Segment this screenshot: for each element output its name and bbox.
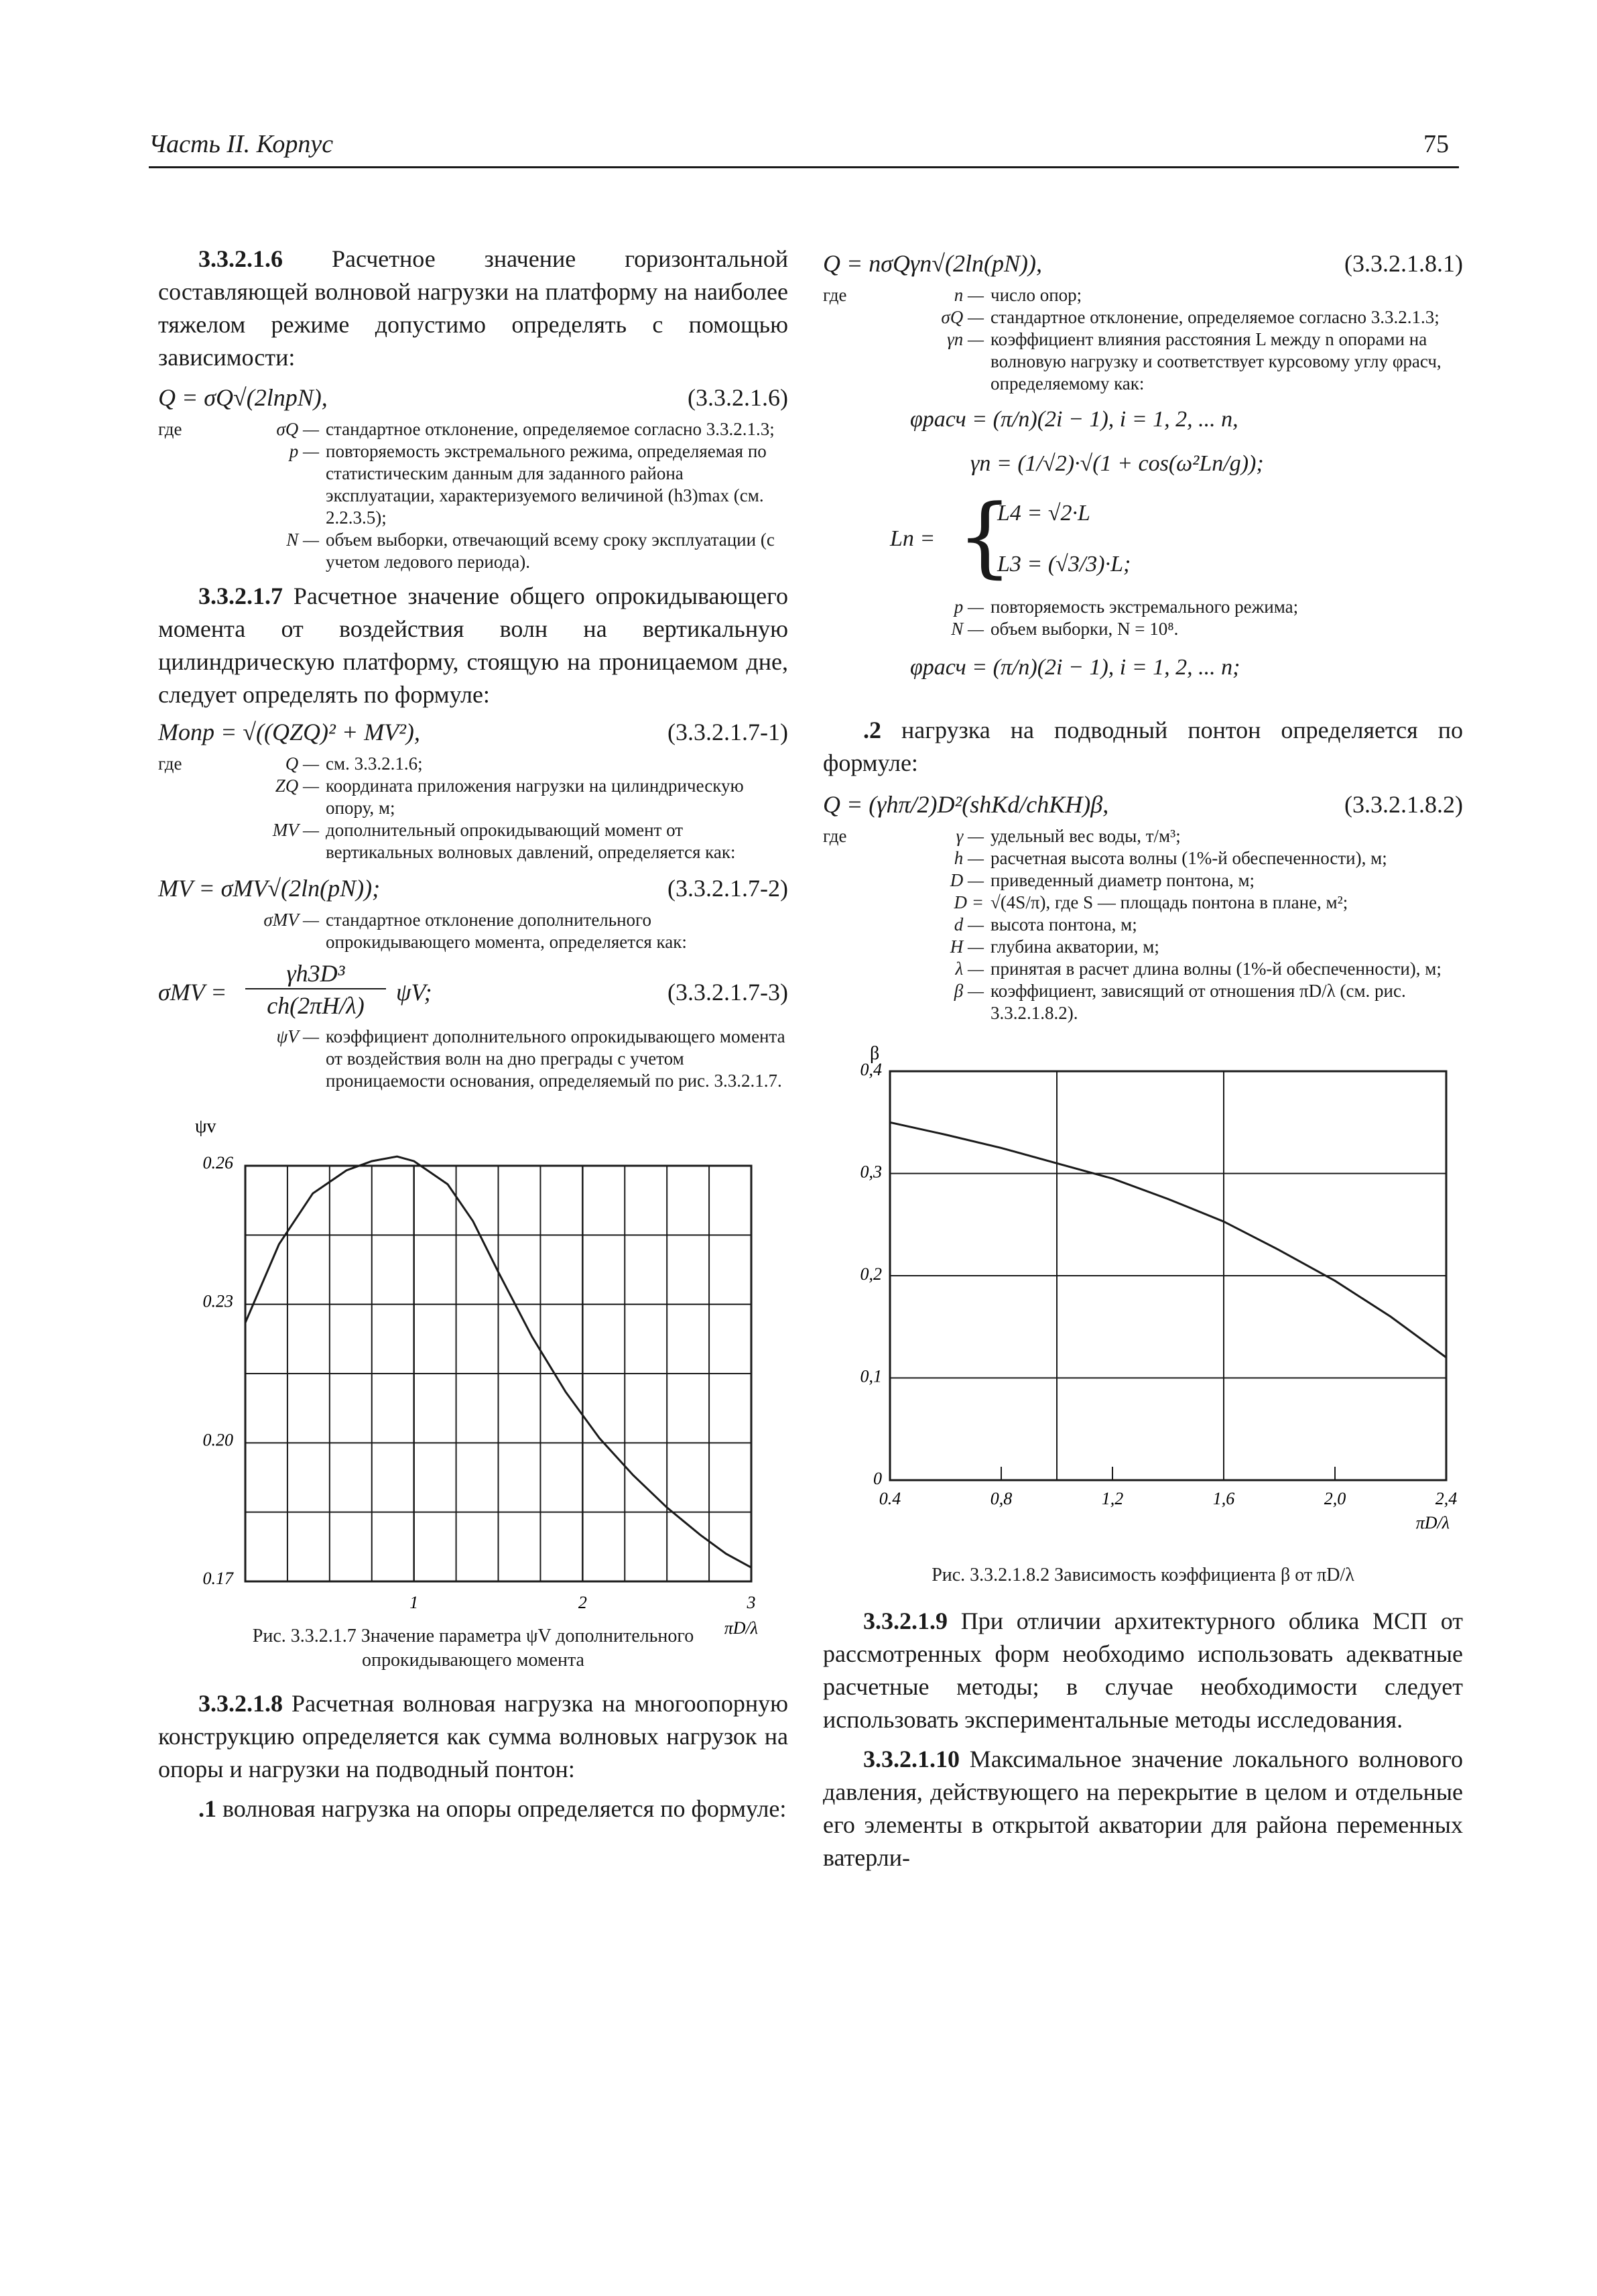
definition-symbol: σMV —	[263, 910, 319, 930]
equation-L4: L4 = √2·L	[997, 501, 1090, 526]
paragraph-text: При отличии архитектурного облика МСП от рассмотренных форм необходимо использовать адекватные расчетные методы; в случае необходимости следует использовать экспериментальные методы исследования.	[823, 1608, 1463, 1733]
y-axis-label: ψv	[195, 1116, 216, 1137]
definition-row	[823, 825, 1463, 847]
figure-beta-chart	[823, 1038, 1463, 1561]
definition-symbol: λ —	[955, 959, 984, 979]
definition-row	[158, 753, 788, 775]
clause-number: 3.3.2.1.6	[198, 245, 283, 272]
definition-symbol: ψV —	[276, 1026, 319, 1046]
definition-where	[823, 618, 883, 640]
definitions-6	[823, 596, 1463, 640]
equation-gamma-n: γn = (1/√2)·√(1 + cos(ω²Ln/g));	[970, 451, 1264, 476]
definition-row	[823, 892, 1463, 914]
definition-text: коэффициент дополнительного опрокидывающего момента от воздействия волн на дно преграды с учетом проницаемости основания, определяемый по рис. 3.3.2.1.7.	[326, 1026, 785, 1091]
definition-symbol: σQ —	[276, 419, 319, 439]
definition-text: коэффициент, зависящий от отношения πD/λ (см. рис. 3.3.2.1.8.2).	[991, 981, 1406, 1023]
clause-number: 3.3.2.1.10	[863, 1746, 960, 1772]
definition-symbol: ZQ —	[275, 776, 319, 796]
x-tick-label: 1	[409, 1593, 419, 1612]
definition-where	[158, 909, 218, 953]
paragraph-8-2	[823, 714, 1463, 780]
definition-where	[158, 819, 218, 863]
x-tick-label: 0,8	[990, 1489, 1013, 1508]
definition-text: координата приложения нагрузки на цилиндрическую опору, м;	[326, 776, 744, 818]
paragraph-text: волновая нагрузка на опоры определяется по формуле:	[216, 1795, 787, 1822]
definition-where	[823, 328, 883, 395]
figure-caption-3-3-2-1-8-2: Рис. 3.3.2.1.8.2 Зависимость коэффициента β от πD/λ	[932, 1565, 1354, 1585]
definition-row	[823, 328, 1463, 395]
definition-row	[158, 440, 788, 529]
formula-3-3-2-1-7-3	[158, 959, 788, 1026]
definition-row	[823, 980, 1463, 1024]
definition-text: число опор;	[991, 285, 1082, 305]
header-rule	[149, 166, 1459, 168]
paragraph-3-3-2-1-10	[823, 1743, 1463, 1874]
paragraph-text: Расчетное значение горизонтальной составляющей волновой нагрузки на платформу на наиболее тяжелом режиме допустимо определять с помощью зависимости:	[158, 245, 788, 371]
formula-number: (3.3.2.1.7-3)	[667, 979, 788, 1006]
definition-symbol: p —	[289, 441, 319, 461]
definition-where	[823, 869, 883, 892]
formula-3-3-2-1-6	[158, 377, 788, 418]
definition-row	[823, 914, 1463, 936]
definitions-2	[158, 753, 788, 863]
definition-where	[823, 306, 883, 328]
definition-row	[823, 284, 1463, 306]
definition-symbol: p —	[954, 597, 984, 617]
y-tick-label: 0.23	[202, 1291, 233, 1311]
definition-where	[158, 529, 218, 573]
paragraph-8-1	[158, 1793, 788, 1825]
y-axis-label: β	[870, 1043, 880, 1064]
definition-row	[823, 847, 1463, 869]
definition-where: где	[823, 285, 847, 305]
definition-row	[823, 596, 1463, 618]
definitions-4	[158, 1026, 788, 1092]
definition-text: дополнительный опрокидывающий момент от вертикальных волновых давлений, определяется как:	[326, 820, 736, 862]
formula-expression: Q = σQ√(2lnpN),	[158, 384, 328, 411]
definition-symbol: h —	[954, 848, 984, 868]
definition-text: стандартное отклонение дополнительного опрокидывающего момента, определяется как:	[326, 910, 687, 952]
definition-text: коэффициент влияния расстояния L между n опорами на волновую нагрузку и соответствует курсовому углу φрасч, определяемому как:	[991, 329, 1442, 394]
definition-symbol: γn —	[947, 329, 984, 349]
definition-text: приведенный диаметр понтона, м;	[991, 870, 1255, 890]
definitions-3	[158, 909, 788, 953]
formula-3-3-2-1-7-2	[158, 867, 788, 909]
paragraph-3-3-2-1-8	[158, 1687, 788, 1786]
definition-where	[823, 914, 883, 936]
definitions-5	[823, 284, 1463, 395]
y-tick-label: 0	[873, 1469, 882, 1488]
definition-symbol: D —	[950, 870, 984, 890]
paragraph-text: нагрузка на подводный понтон определяется по формуле:	[823, 717, 1463, 776]
formula-expression: MV = σMV√(2ln(pN));	[158, 875, 381, 902]
definition-symbol: N —	[286, 530, 319, 550]
paragraph-text: Расчетная волновая нагрузка на многоопорную конструкцию определяется как сумма волновых нагрузок на опоры и нагрузки на подводный понтон:	[158, 1690, 788, 1783]
definition-text: удельный вес воды, т/м³;	[991, 826, 1181, 846]
definition-row	[158, 819, 788, 863]
x-tick-label: 2,4	[1435, 1489, 1458, 1508]
formula-number: (3.3.2.1.8.2)	[1344, 791, 1463, 818]
definition-symbol: n —	[954, 285, 984, 305]
y-tick-label: 0,1	[860, 1366, 882, 1386]
equation-Ln-label: Ln =	[890, 526, 936, 551]
definition-text: высота понтона, м;	[991, 914, 1137, 934]
definition-text: стандартное отклонение, определяемое согласно 3.3.2.1.3;	[326, 419, 775, 439]
formula-lhs: σMV =	[158, 979, 227, 1006]
equation-L3: L3 = (√3/3)·L;	[997, 552, 1131, 577]
clause-number: 3.3.2.1.7	[198, 583, 283, 609]
brace-glyph: {	[957, 485, 1013, 587]
equation-phi-calc: φрасч = (π/n)(2i − 1), i = 1, 2, ... n,	[910, 407, 1238, 432]
definition-where	[823, 892, 883, 914]
definition-text: см. 3.3.2.1.6;	[326, 753, 423, 774]
formula-expression: Q = (γhπ/2)D²(shKd/chKH)β,	[823, 791, 1109, 818]
x-tick-label: 2,0	[1324, 1489, 1346, 1508]
definition-row	[823, 306, 1463, 328]
definition-where	[823, 980, 883, 1024]
x-tick-label: 3	[747, 1593, 756, 1612]
definition-text: √(4S/π), где S — площадь понтона в плане, м²;	[991, 892, 1348, 912]
y-tick-label: 0.26	[202, 1153, 233, 1172]
clause-number: .2	[863, 717, 881, 743]
x-tick-label: 2	[578, 1593, 587, 1612]
formula-tail: ψV;	[396, 979, 432, 1006]
page-number: 75	[1423, 130, 1449, 158]
paragraph-3-3-2-1-6	[158, 243, 788, 374]
definition-symbol: Q —	[285, 753, 319, 774]
formula-3-3-2-1-7-1	[158, 711, 788, 753]
definition-symbol: β —	[954, 981, 984, 1001]
y-tick-label: 0.17	[202, 1569, 233, 1588]
y-tick-label: 0.20	[202, 1430, 233, 1450]
definition-row	[823, 618, 1463, 640]
paragraph-text: Максимальное значение локального волнового давления, действующего на перекрытие в целом и отдельные его элементы в открытой акватории для района переменных ватерли-	[823, 1746, 1463, 1871]
running-header-section: Часть II. Корпус	[149, 130, 334, 158]
definition-row	[158, 1026, 788, 1092]
figure-caption-3-3-2-1-7: Рис. 3.3.2.1.7 Значение параметра ψV дополнительного опрокидывающего момента	[252, 1626, 694, 1671]
definition-row	[158, 418, 788, 440]
formula-expression: Q = nσQγn√(2ln(pN)),	[823, 250, 1042, 277]
definition-row	[158, 909, 788, 953]
definition-symbol: σQ —	[941, 307, 984, 327]
formula-3-3-2-1-8-1	[823, 243, 1463, 284]
y-tick-label: 0,2	[860, 1264, 882, 1284]
definition-where	[823, 958, 883, 980]
right-column	[823, 243, 1463, 1874]
definition-text: принятая в расчет длина волны (1%-й обеспеченности), м;	[991, 959, 1442, 979]
definition-where	[823, 936, 883, 958]
definition-row	[158, 775, 788, 819]
formula-denominator: ch(2πH/λ)	[267, 992, 365, 1019]
formula-number: (3.3.2.1.7-2)	[667, 875, 788, 902]
definition-text: повторяемость экстремального режима;	[991, 597, 1299, 617]
series-line	[890, 1122, 1446, 1357]
definition-row	[823, 869, 1463, 892]
definition-text: объем выборки, N = 10⁸.	[991, 619, 1179, 639]
paragraph-3-3-2-1-9	[823, 1605, 1463, 1736]
definition-symbol: N —	[951, 619, 984, 639]
definition-where	[823, 847, 883, 869]
definition-where: где	[158, 753, 182, 774]
definition-text: объем выборки, отвечающий всему сроку эксплуатации (с учетом ледового периода).	[326, 530, 775, 572]
formula-3-3-2-1-8-2	[823, 784, 1463, 825]
x-axis-label: πD/λ	[1415, 1513, 1450, 1532]
y-tick-label: 0,3	[860, 1162, 882, 1182]
definition-symbol: MV —	[272, 820, 319, 840]
formula-number: (3.3.2.1.6)	[688, 384, 788, 411]
definition-text: глубина акватории, м;	[991, 936, 1159, 957]
x-tick-label: 1,2	[1101, 1489, 1124, 1508]
equation-phi-calc-2: φрасч = (π/n)(2i − 1), i = 1, 2, ... n;	[910, 655, 1240, 680]
definition-symbol: H —	[950, 936, 984, 957]
definition-text: стандартное отклонение, определяемое согласно 3.3.2.1.3;	[991, 307, 1440, 327]
definition-where: где	[158, 419, 182, 439]
definition-row	[823, 958, 1463, 980]
formula-number: (3.3.2.1.8.1)	[1344, 250, 1463, 277]
paragraph-text: Расчетное значение общего опрокидывающего момента от воздействия волн на вертикальную цилиндрическую платформу, стоящую на проницаемом дне, следует определять по формуле:	[158, 583, 788, 708]
figure-psi-v-chart	[158, 1099, 788, 1638]
formula-number: (3.3.2.1.7-1)	[667, 719, 788, 745]
definitions-7	[823, 825, 1463, 1024]
equation-Ln-system	[823, 485, 1463, 591]
x-tick-label: 0.4	[879, 1489, 901, 1508]
clause-number: 3.3.2.1.8	[198, 1690, 283, 1717]
x-axis-label: πD/λ	[724, 1618, 758, 1638]
definitions-1	[158, 418, 788, 573]
definition-text: расчетная высота волны (1%-й обеспеченности), м;	[991, 848, 1387, 868]
clause-number: .1	[198, 1795, 216, 1822]
definition-symbol: γ —	[956, 826, 984, 846]
left-column	[158, 243, 788, 1825]
definition-where: где	[823, 826, 847, 846]
definition-where	[158, 1026, 218, 1092]
paragraph-3-3-2-1-7	[158, 580, 788, 711]
x-tick-label: 1,6	[1212, 1489, 1235, 1508]
formula-numerator: γh3D³	[245, 959, 386, 989]
definition-where	[158, 440, 218, 529]
definition-row	[823, 936, 1463, 958]
definition-where	[823, 596, 883, 618]
definition-where	[158, 775, 218, 819]
clause-number: 3.3.2.1.9	[863, 1608, 948, 1634]
definition-symbol: D =	[954, 892, 984, 912]
definition-text: повторяемость экстремального режима, определяемая по статистическим данным для заданного района эксплуатации, характеризуемого величиной (h3)max (см. 2.2.3.5);	[326, 441, 767, 528]
formula-expression: Mопр = √((QZQ)² + MV²),	[158, 719, 420, 745]
definition-symbol: d —	[954, 914, 984, 934]
definition-row	[158, 529, 788, 573]
y-tick-label: 0,4	[860, 1060, 882, 1079]
